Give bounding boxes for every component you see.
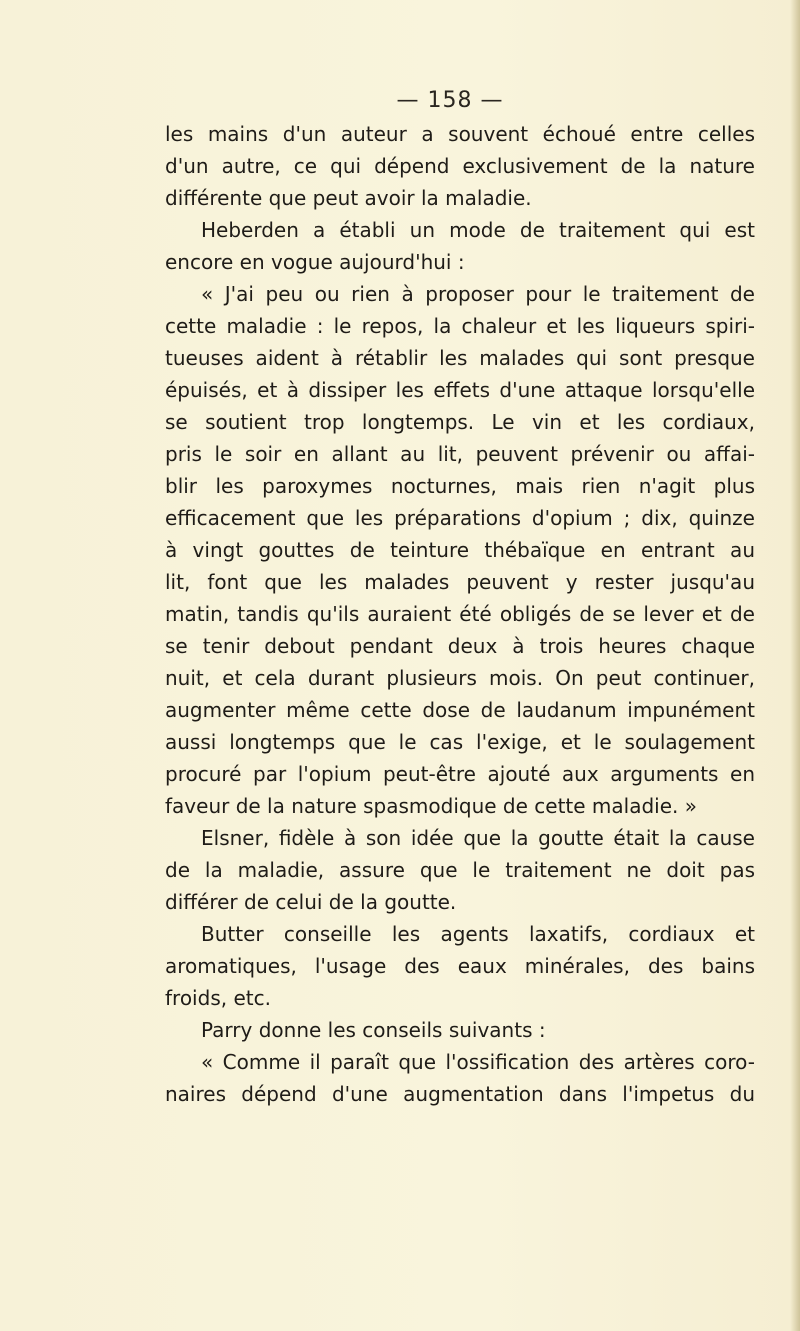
text-line: encore en vogue aujourd'hui : xyxy=(165,250,465,274)
text-line: se soutient trop longtemps. Le vin et les cordiaux, xyxy=(165,410,755,434)
text-line: nuit, et cela durant plusieurs mois. On peut continuer, xyxy=(165,666,755,690)
text-line: de la maladie, assure que le traitement ne doit pas xyxy=(165,858,755,882)
text-line: « J'ai peu ou rien à proposer pour le traitement de xyxy=(201,282,755,306)
text-line: augmenter même cette dose de laudanum impunément xyxy=(165,698,755,722)
text-line: d'un autre, ce qui dépend exclusivement de la nature xyxy=(165,154,755,178)
text-line: différente que peut avoir la maladie. xyxy=(165,186,532,210)
text-line: épuisés, et à dissiper les effets d'une attaque lorsqu'elle xyxy=(165,378,755,402)
text-line: blir les paroxymes nocturnes, mais rien n'agit plus xyxy=(165,474,755,498)
text-line: faveur de la nature spasmodique de cette maladie. » xyxy=(165,794,697,818)
text-line: lit, font que les malades peuvent y rester jusqu'au xyxy=(165,570,755,594)
page-number: — 158 — xyxy=(396,88,504,113)
page-edge-shadow xyxy=(790,0,800,1331)
text-line: « Comme il paraît que l'ossification des artères coro- xyxy=(201,1050,755,1074)
text-line: aussi longtemps que le cas l'exige, et le soulagement xyxy=(165,730,755,754)
text-line: Heberden a établi un mode de traitement qui est xyxy=(201,218,755,242)
text-line: Butter conseille les agents laxatifs, cordiaux et xyxy=(201,922,755,946)
text-line: différer de celui de la goutte. xyxy=(165,890,457,914)
text-line: pris le soir en allant au lit, peuvent prévenir ou affai- xyxy=(165,442,755,466)
text-line: les mains d'un auteur a souvent échoué entre celles xyxy=(165,122,755,146)
text-line: à vingt gouttes de teinture thébaïque en entrant au xyxy=(165,538,755,562)
text-line: se tenir debout pendant deux à trois heures chaque xyxy=(165,634,755,658)
text-line: procuré par l'opium peut-être ajouté aux arguments en xyxy=(165,762,755,786)
body-text xyxy=(165,118,755,1110)
text-line: froids, etc. xyxy=(165,986,271,1010)
text-line: Elsner, fidèle à son idée que la goutte était la cause xyxy=(201,826,755,850)
text-line: tueuses aident à rétablir les malades qui sont presque xyxy=(165,346,755,370)
text-line: cette maladie : le repos, la chaleur et les liqueurs spiri- xyxy=(165,314,755,338)
text-line: matin, tandis qu'ils auraient été obligés de se lever et de xyxy=(165,602,755,626)
text-line: aromatiques, l'usage des eaux minérales, des bains xyxy=(165,954,755,978)
text-line: naires dépend d'une augmentation dans l'impetus du xyxy=(165,1082,755,1106)
text-line: Parry donne les conseils suivants : xyxy=(201,1018,546,1042)
text-line: efficacement que les préparations d'opium ; dix, quinze xyxy=(165,506,755,530)
